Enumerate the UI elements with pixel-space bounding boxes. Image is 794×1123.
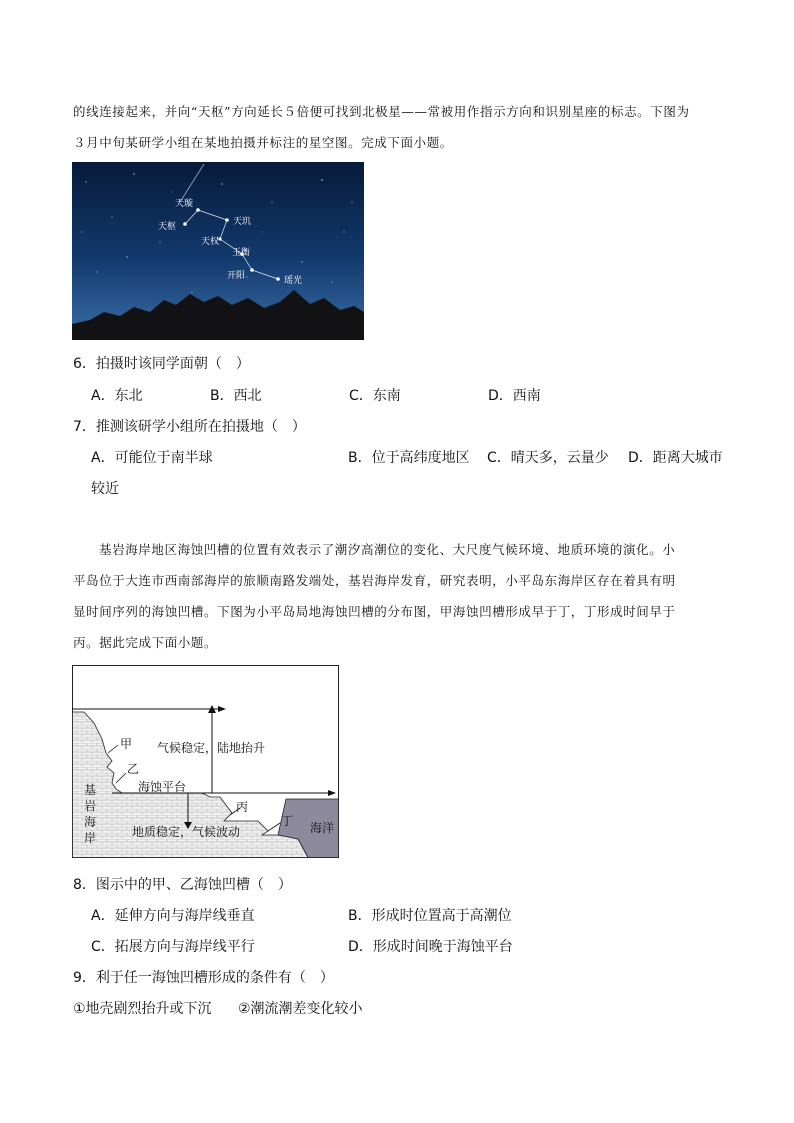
passage-2 — [73, 534, 723, 658]
sea-notch-diagram — [72, 665, 339, 858]
label-bing: 丙 — [236, 800, 249, 814]
label-ding: 丁 — [281, 814, 294, 828]
star-label-tianshu: 天枢 — [158, 222, 177, 232]
question-9-condition-2: ②潮流潮差变化较小 — [238, 1001, 363, 1017]
label-platform: 海蚀平台 — [138, 780, 187, 794]
star-dot-tianxuan — [196, 208, 200, 212]
question-8-stem: 图示中的甲、乙海蚀凹槽（ ） — [95, 877, 292, 893]
question-7-stem: 推测该研学小组所在拍摄地（ ） — [95, 419, 306, 435]
intro-line-1: 的线连接起来，并向“天枢”方向延长５倍便可找到北极星——常被用作指示方向和识别星座的标志。下图为 — [73, 104, 690, 119]
label-uplift: 气候稳定，陆地抬升 — [157, 741, 266, 755]
question-9-number: 9． — [73, 970, 96, 986]
question-9-stem: 利于任一海蚀凹槽形成的条件有（ ） — [95, 970, 334, 986]
passage-2-line-3: 显时间序列的海蚀凹槽。下图为小平岛局地海蚀凹槽的分布图，甲海蚀凹槽形成早于丁，丁形成时间早于 — [73, 604, 676, 619]
question-6-option-b[interactable]: B．西北 — [210, 388, 262, 404]
question-7-option-c[interactable]: C．晴天多，云量少 — [487, 450, 609, 466]
label-coast-1: 基 — [84, 783, 97, 797]
question-8-option-a[interactable]: A．延伸方向与海岸线垂直 — [91, 908, 255, 924]
passage-2-line-1: 基岩海岸地区海蚀凹槽的位置有效表示了潮汐高潮位的变化、大尺度气候环境、地质环境的演化。小 — [99, 542, 676, 557]
question-8-number: 8． — [73, 877, 96, 893]
label-coast-2: 岩 — [84, 799, 97, 813]
label-coast-3: 海 — [84, 815, 97, 829]
star-photo — [72, 162, 364, 340]
question-8 — [73, 874, 292, 894]
star-label-tianxuan: 天璇 — [175, 199, 194, 209]
passage-2-line-2: 平岛位于大连市西南部海岸的旅顺南路发端处，基岩海岸发育，研究表明，小平岛东海岸区存在着具有明 — [73, 573, 676, 588]
star-dot-kaiyang — [250, 268, 254, 272]
question-7 — [73, 416, 306, 436]
question-6-option-d[interactable]: D．西南 — [488, 388, 541, 404]
intro-line-2: ３月中旬某研学小组在某地拍摄并标注的星空图。完成下面小题。 — [73, 135, 453, 150]
question-7-option-b[interactable]: B．位于高纬度地区 — [348, 450, 470, 466]
star-label-tianji: 天玑 — [233, 217, 252, 227]
question-7-number: 7． — [73, 419, 96, 435]
star-label-yaoguang: 瑶光 — [284, 276, 303, 286]
star-dot-tianshu — [183, 222, 187, 226]
passage-2-line-4: 丙。据此完成下面小题。 — [73, 635, 218, 650]
question-6-option-a[interactable]: A．东北 — [91, 388, 143, 404]
label-stable: 地质稳定，气候波动 — [132, 825, 241, 839]
star-dot-tianji — [225, 218, 229, 222]
question-6 — [73, 353, 250, 373]
question-7-option-a[interactable]: A．可能位于南半球 — [91, 450, 213, 466]
intro-paragraph — [73, 96, 723, 158]
question-7-option-d-continued: 较近 — [91, 481, 119, 497]
star-dot-yaoguang — [276, 277, 280, 281]
question-6-option-c[interactable]: C．东南 — [349, 388, 401, 404]
question-9 — [73, 967, 334, 987]
question-7-option-d[interactable]: D．距离大城市 — [628, 450, 723, 466]
question-9-condition-1: ①地壳剧烈抬升或下沉 — [73, 1001, 212, 1017]
question-8-option-d[interactable]: D．形成时间晚于海蚀平台 — [348, 939, 513, 955]
question-6-stem: 拍摄时该同学面朝（ ） — [95, 356, 250, 372]
label-ocean: 海洋 — [310, 821, 335, 835]
star-label-tianquan: 天权 — [201, 237, 220, 247]
label-yi: 乙 — [127, 762, 140, 776]
question-8-option-b[interactable]: B．形成时位置高于高潮位 — [348, 908, 512, 924]
label-coast-4: 岸 — [84, 831, 97, 845]
label-jia: 甲 — [120, 737, 133, 751]
star-label-yuheng: 玉衡 — [232, 248, 251, 258]
star-label-kaiyang: 开阳 — [227, 271, 246, 281]
question-8-option-c[interactable]: C．拓展方向与海岸线平行 — [91, 939, 255, 955]
question-6-number: 6． — [73, 356, 96, 372]
